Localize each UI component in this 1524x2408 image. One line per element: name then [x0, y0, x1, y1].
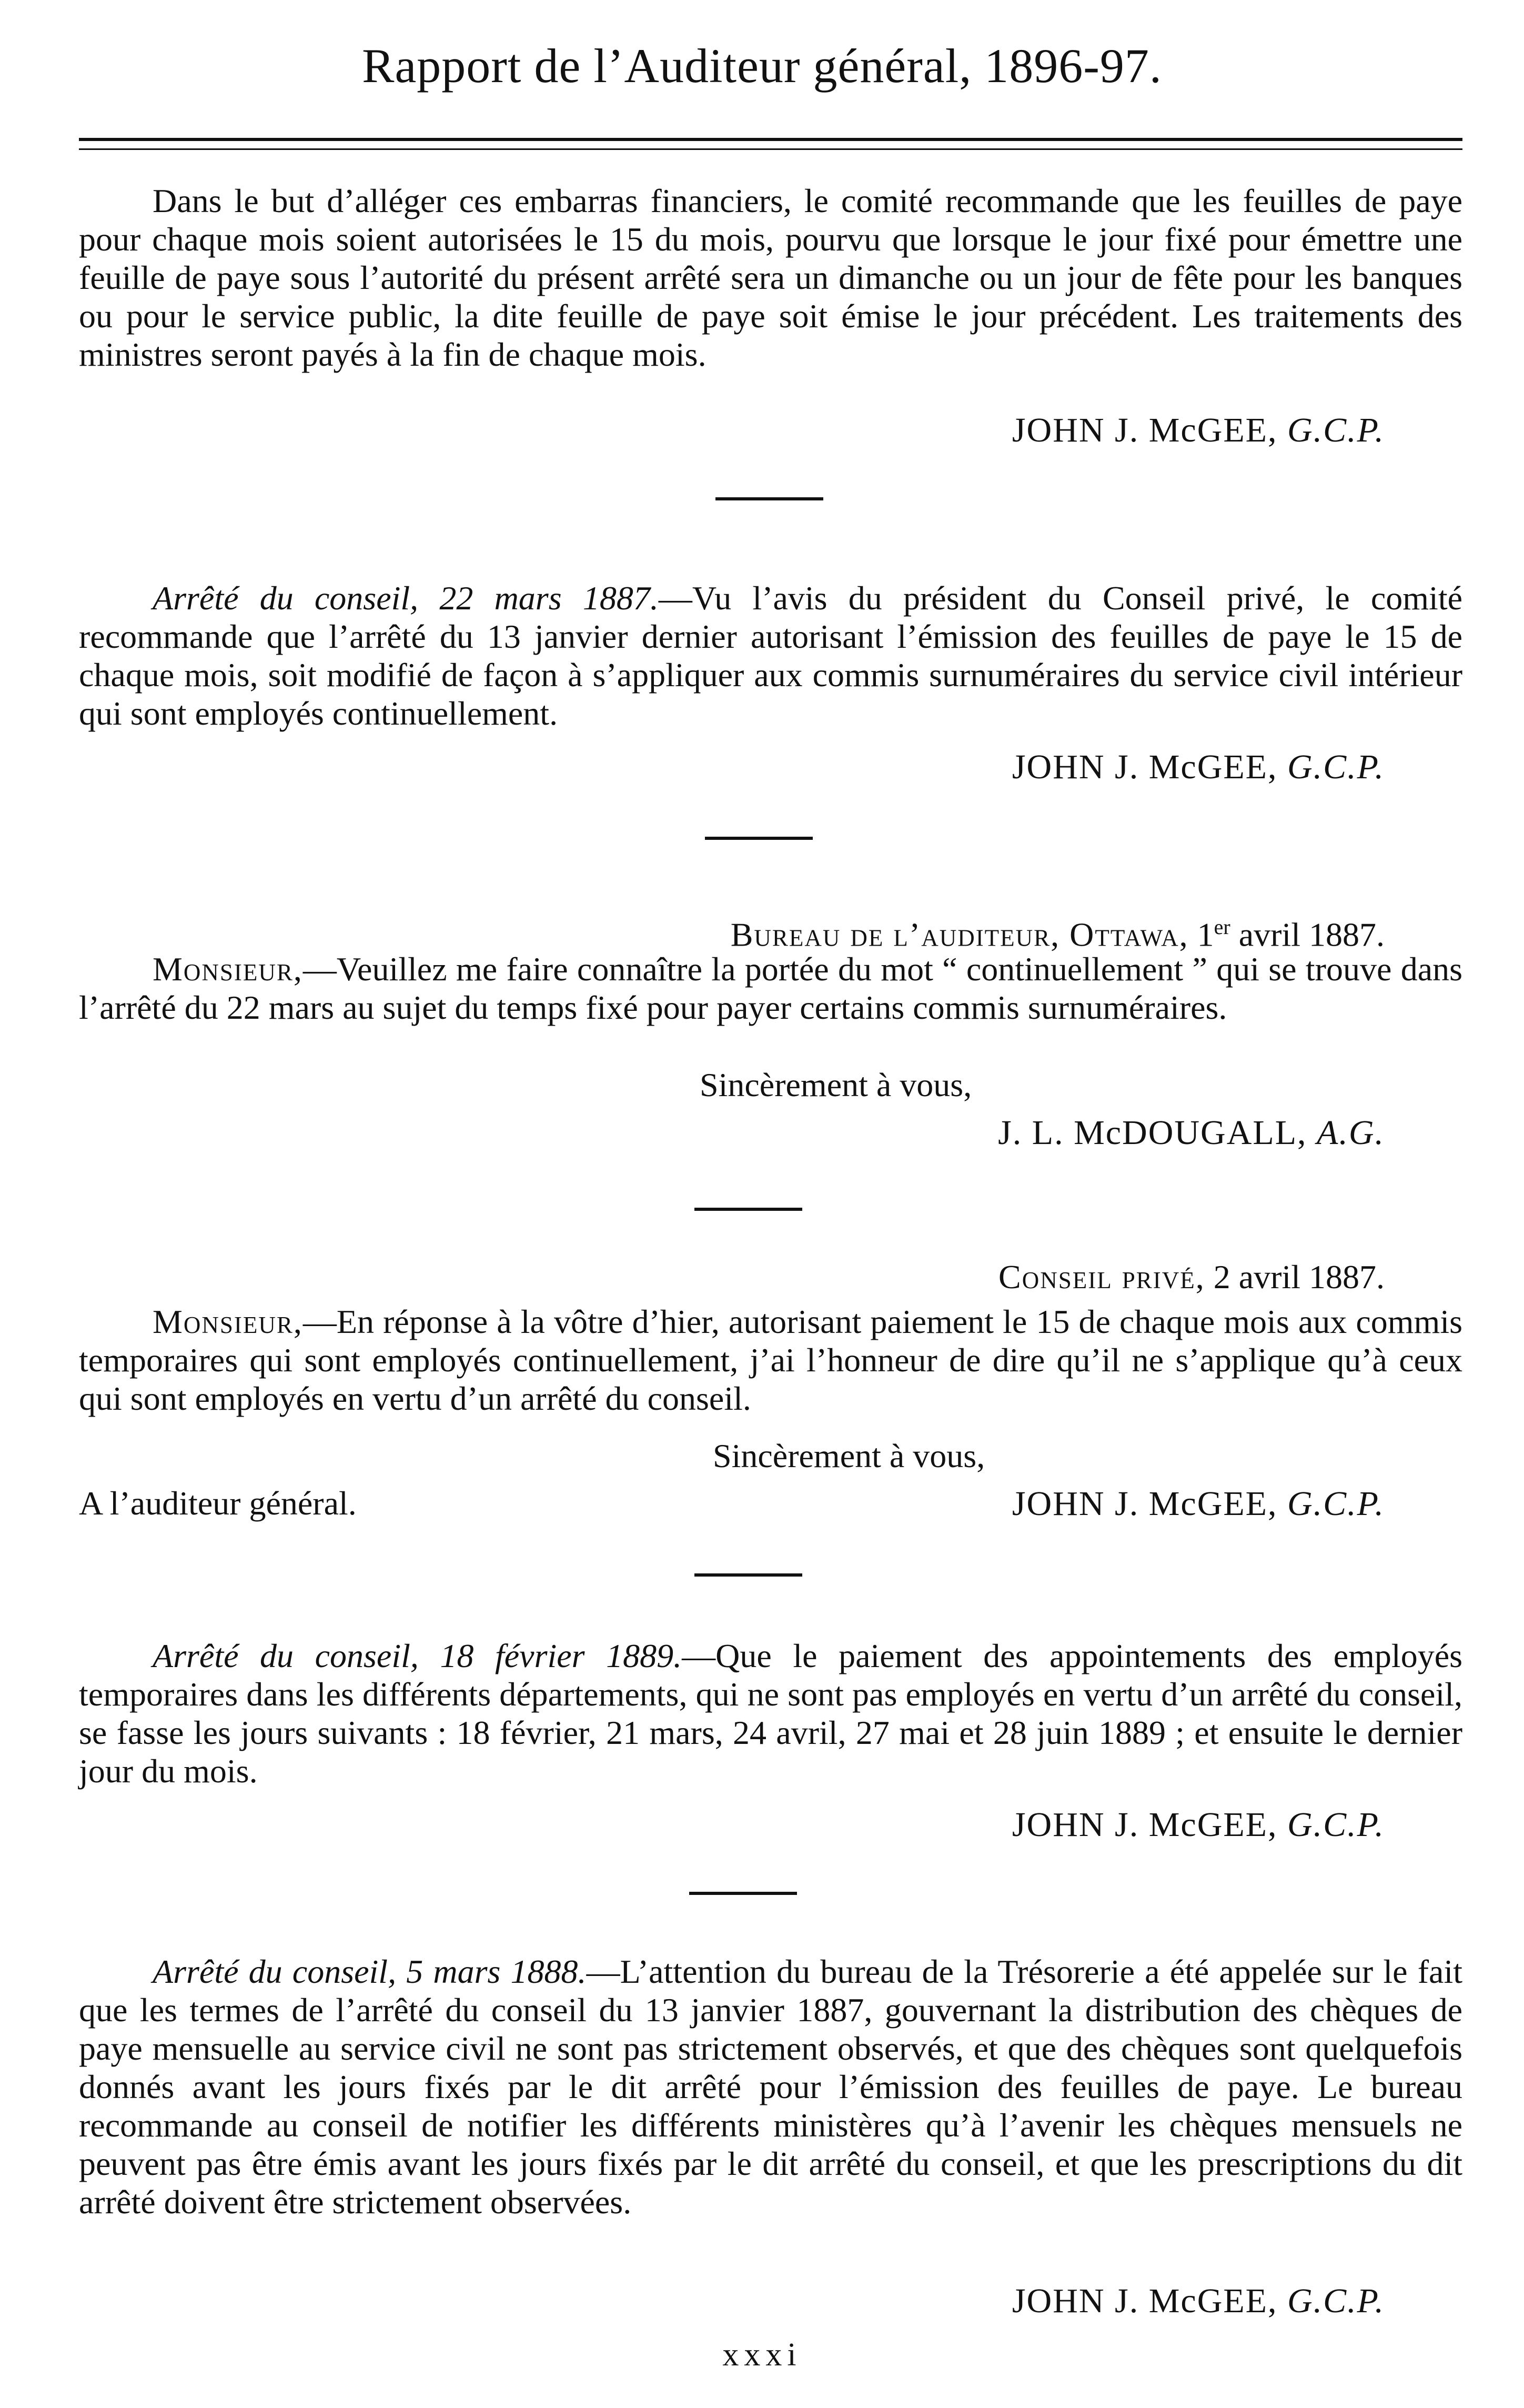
signature-title: A.G. [1317, 1113, 1385, 1152]
letter-salutation: Monsieur, [153, 950, 303, 988]
signature-name: JOHN J. McGEE, [1012, 2282, 1278, 2320]
paragraph-order-22-march-1887 [79, 579, 1462, 733]
order-date-lead: Arrêté du conseil, 18 février 1889. [153, 1637, 682, 1674]
signature-block [1012, 747, 1385, 787]
letter-date: 2 avril 1887. [1213, 1258, 1385, 1296]
paragraph-order-18-feb-1889 [79, 1637, 1462, 1790]
signature-name: JOHN J. McGEE, [1012, 1805, 1278, 1844]
signature-name: JOHN J. McGEE, [1012, 748, 1278, 786]
page-header-title: Rapport de l’Auditeur général, 1896-97. [362, 39, 1162, 93]
section-separator [694, 1208, 802, 1211]
signature-name: J. L. McDOUGALL, [998, 1113, 1307, 1152]
order-date-lead: Arrêté du conseil, 5 mars 1888. [153, 1953, 587, 1990]
section-separator [694, 1573, 802, 1577]
signature-block [1012, 1805, 1385, 1845]
letter-closing: Sincèrement à vous, [700, 1066, 972, 1103]
section-separator [715, 497, 823, 500]
letter-dateline [731, 908, 1385, 954]
signature-title: G.C.P. [1287, 411, 1385, 449]
signature-title: G.C.P. [1287, 748, 1385, 786]
signature-block [1012, 2281, 1385, 2321]
page-number: xxxi [722, 2337, 802, 2373]
letter-office: Conseil privé, [998, 1258, 1205, 1296]
paragraph-text: Dans le but d’alléger ces embarras financiers, le comité recommande que les feuilles de paye pour chaque mois soient autorisées le 15 du mois, pourvu que lorsque le jour fixé pour émettre une feuille de paye sous l’autorité du présent arrêté sera un dimanche ou un jour de fête pour les banques ou pour le service public, la dite feuille de paye soit émise le jour précédent. Les traitements des ministres seront payés à la fin de chaque mois. [79, 182, 1462, 373]
paragraph-text: —L’attention du bureau de la Trésorerie a été appelée sur le fait que les termes de l’arrêté du conseil du 13 janvier 1887, gouvernant la distribution des chèques de paye mensuelle au service civil ne sont pas strictement observés, et que des chèques sont quelquefois donnés avant les jours fixés par le dit arrêté pour l’émission des feuilles de paye. Le bureau recommande au conseil de notifier les différents ministères qu’à l’avenir les chèques mensuels ne peuvent pas être émis avant les jours fixés par le dit arrêté du conseil, et que les prescriptions du dit arrêté doivent être strictement observées. [79, 1953, 1463, 2221]
letter-body [79, 950, 1462, 1027]
signature-name: JOHN J. McGEE, [1012, 1484, 1278, 1523]
paragraph-order-5-march-1888 [79, 1952, 1462, 2221]
letter-date-rest: avril 1887. [1238, 916, 1385, 954]
letter-office: Bureau de l’auditeur, Ottawa, [730, 916, 1189, 954]
paragraph-text: —En réponse à la vôtre d’hier, autorisant paiement le 15 de chaque mois aux commis temporaires qui sont employés continuellement, j’ai l’honneur de dire qu’il ne s’applique qu’à ceux qui sont employés en vertu d’un arrêté du conseil. [79, 1303, 1462, 1417]
letter-date-day: 1 [1197, 916, 1214, 954]
letter-date-sup: er [1214, 915, 1230, 939]
letter-dateline [998, 1258, 1385, 1297]
signature-block [1012, 410, 1385, 450]
signature-title: G.C.P. [1287, 1805, 1385, 1844]
order-date-lead: Arrêté du conseil, 22 mars 1887. [153, 579, 659, 617]
header-rule-thin [79, 148, 1462, 150]
letter-salutation: Monsieur, [153, 1303, 303, 1340]
section-separator [705, 837, 813, 840]
signature-name: JOHN J. McGEE, [1012, 411, 1278, 449]
signature-title: G.C.P. [1287, 1484, 1385, 1523]
paragraph-text: —Que le paiement des appointements des employés temporaires dans les différents départements, qui ne sont pas employés en vertu d’un arrêté du conseil, se fasse les jours suivants : 18 février, 21 mars, 24 avril, 27 mai et 28 juin 1889 ; et ensuite le dernier jour du mois. [79, 1637, 1463, 1790]
paragraph-text: —Veuillez me faire connaître la portée du mot “ continuellement ” qui se trouve dans l’arrêté du 22 mars au sujet du temps fixé pour payer certains commis surnuméraires. [79, 950, 1462, 1026]
section-separator [689, 1892, 797, 1895]
letter-addressee: A l’auditeur général. [79, 1484, 357, 1522]
paragraph-payroll-dates [79, 182, 1462, 374]
paragraph-text: —Vu l’avis du président du Conseil privé, le comité recommande que l’arrêté du 13 janvier dernier autorisant l’émission des feuilles de paye le 15 de chaque mois, soit modifié de façon à s’appliquer aux commis surnuméraires du service civil intérieur qui sont employés continuellement. [79, 579, 1463, 732]
letter-closing: Sincèrement à vous, [713, 1437, 985, 1474]
signature-block [998, 1113, 1385, 1153]
header-rule-thick [79, 138, 1462, 141]
signature-block [1012, 1484, 1385, 1524]
signature-title: G.C.P. [1287, 2282, 1385, 2320]
letter-body [79, 1302, 1462, 1418]
